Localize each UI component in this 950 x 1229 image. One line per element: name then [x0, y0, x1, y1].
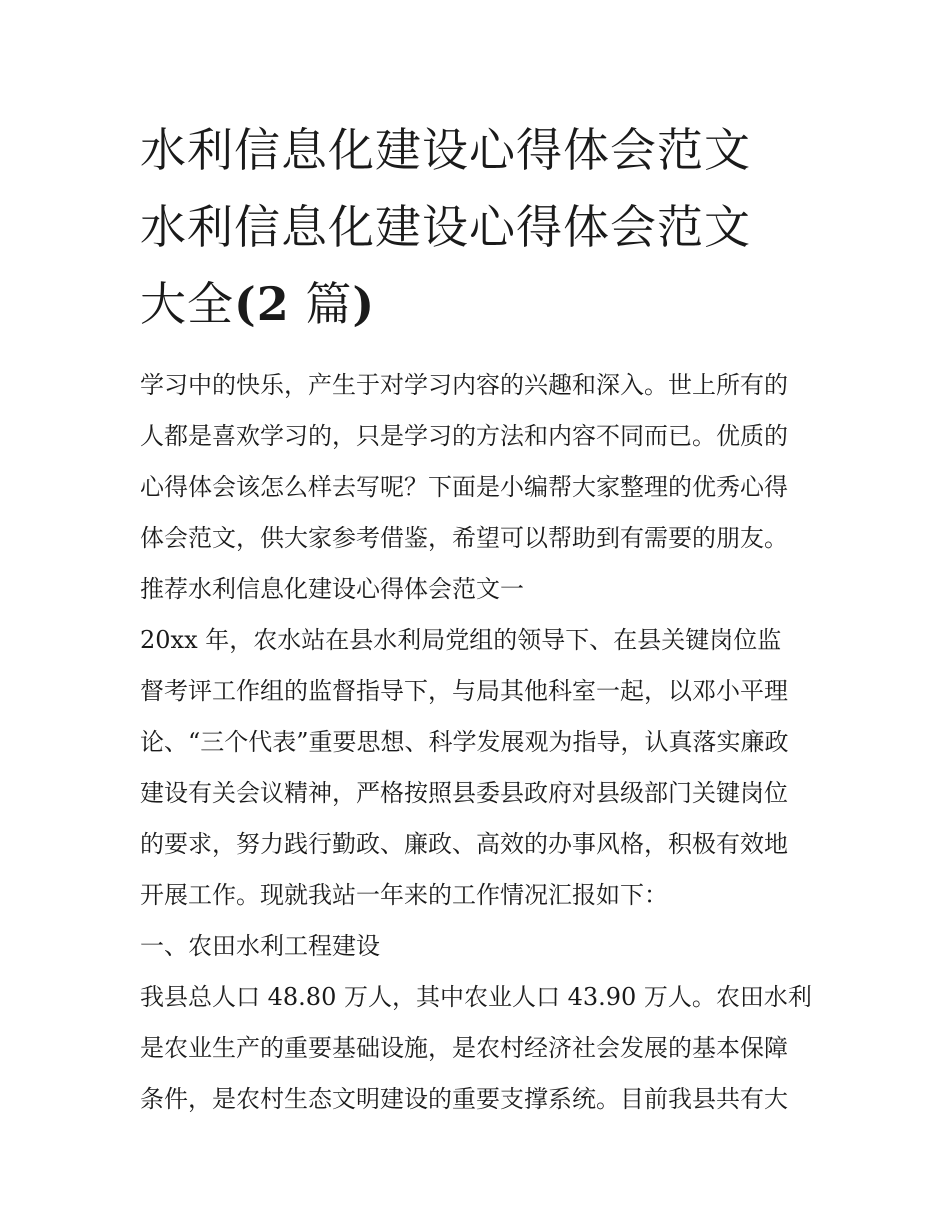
- para1-line: 20xx 年，农水站在县水利局党组的领导下、在县关键岗位监: [140, 626, 782, 654]
- document-title: [140, 112, 820, 343]
- para1-line: 论、“三个代表”重要思想、科学发展观为指导，认真落实廉政: [140, 728, 789, 756]
- intro-line: 人都是喜欢学习的，只是学习的方法和内容不同而已。优质的: [140, 422, 788, 450]
- para1-line: 的要求，努力践行勤政、廉政、高效的办事风格，积极有效地: [140, 830, 788, 858]
- para1-line: 督考评工作组的监督指导下，与局其他科室一起，以邓小平理: [140, 677, 788, 705]
- title-line-3-prefix: 大全: [140, 277, 234, 331]
- section-heading: 推荐水利信息化建设心得体会范文一: [140, 575, 524, 603]
- para1-line: 开展工作。现就我站一年来的工作情况汇报如下：: [140, 881, 668, 909]
- document-body: [140, 360, 820, 1125]
- intro-line: 体会范文，供大家参考借鉴，希望可以帮助到有需要的朋友。: [140, 524, 788, 552]
- subheading: 一、农田水利工程建设: [140, 932, 380, 960]
- title-line-3-close: ): [352, 277, 376, 331]
- title-line-3: [140, 266, 820, 343]
- title-line-1: 水利信息化建设心得体会范文: [140, 123, 751, 177]
- para2-line: 条件，是农村生态文明建设的重要支撑系统。目前我县共有大: [140, 1085, 788, 1113]
- intro-line: 学习中的快乐，产生于对学习内容的兴趣和深入。世上所有的: [140, 371, 788, 399]
- title-line-2: 水利信息化建设心得体会范文: [140, 200, 751, 254]
- title-line-3-unit: 篇: [289, 277, 353, 331]
- para2-line: 我县总人口 48.80 万人，其中农业人口 43.90 万人。农田水利: [140, 983, 812, 1011]
- para1-line: 建设有关会议精神，严格按照县委县政府对县级部门关键岗位: [140, 779, 788, 807]
- document-page: [140, 112, 820, 1125]
- title-line-3-count: (2: [234, 277, 290, 331]
- para2-line: 是农业生产的重要基础设施，是农村经济社会发展的基本保障: [140, 1034, 788, 1062]
- intro-line: 心得体会该怎么样去写呢？下面是小编帮大家整理的优秀心得: [140, 473, 788, 501]
